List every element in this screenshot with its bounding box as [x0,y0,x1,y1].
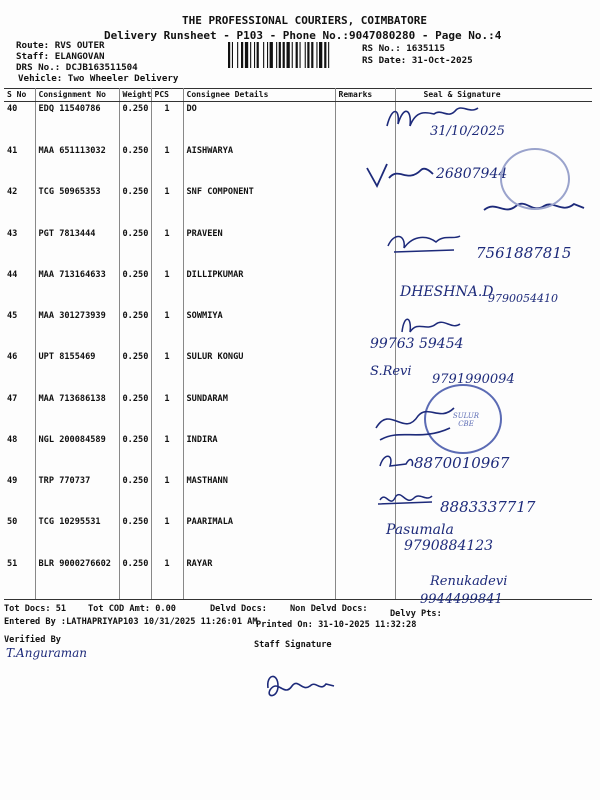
row-consignee: SUNDARAM [183,392,335,433]
row-consignment-no: MAA 301273939 [35,309,119,350]
signature-row-43 [384,228,464,258]
vehicle-label: Vehicle: Two Wheeler Delivery [18,73,179,84]
row-weight: 0.250 [119,515,151,556]
row-weight: 0.250 [119,102,151,145]
row-weight: 0.250 [119,433,151,474]
row-pcs: 1 [151,557,183,600]
col-pcs: PCS [151,89,183,102]
col-weight: Weight [119,89,151,102]
company-title: THE PROFESSIONAL COURIERS, COIMBATORE [182,14,428,27]
drs-number: DRS No.: DCJB163511504 [16,62,138,73]
row-remarks [335,268,395,309]
row-pcs: 1 [151,433,183,474]
row-pcs: 1 [151,474,183,515]
handwriting-row-48: 8870010967 [414,454,510,472]
row-pcs: 1 [151,268,183,309]
col-consignment: Consignment No [35,89,119,102]
row-sno: 49 [4,474,35,515]
row-sno: 48 [4,433,35,474]
row-consignee: SNF COMPONENT [183,185,335,226]
handwriting-row-51-name: Renukadevi [430,574,508,589]
row-weight: 0.250 [119,350,151,391]
row-weight: 0.250 [119,185,151,226]
row-sno: 50 [4,515,35,556]
staff-label: Staff: ELANGOVAN [16,51,105,62]
row-remarks [335,185,395,226]
rs-number: RS No.: 1635115 [362,43,445,54]
row-weight: 0.250 [119,392,151,433]
row-pcs: 1 [151,144,183,185]
row-sno: 46 [4,350,35,391]
row-weight: 0.250 [119,227,151,268]
table-header-row [4,89,592,102]
handwriting-row-46-phone: 9791990094 [432,372,515,387]
row-consignee: MASTHANN [183,474,335,515]
handwriting-row-46-name: S.Revi [370,364,412,379]
row-consignee: PAARIMALA [183,515,335,556]
row-consignee: AISHWARYA [183,144,335,185]
row-consignee: DO [183,102,335,145]
row-pcs: 1 [151,515,183,556]
stamp-text: SULUR CBE [452,412,480,428]
row-consignee: SULUR KONGU [183,350,335,391]
handwriting-row-51-phone: 9944499841 [420,592,503,607]
signature-row-49 [376,486,436,514]
handwriting-row-41: 26807944 [436,166,508,182]
col-remarks: Remarks [335,89,395,102]
row-weight: 0.250 [119,474,151,515]
row-remarks [335,557,395,600]
delivery-points: Delvy Pts: [390,609,442,619]
signature-row-48 [376,448,416,472]
route-label: Route: RVS OUTER [16,40,105,51]
row-consignment-no: TCG 10295531 [35,515,119,556]
delivered-docs: Delvd Docs: [210,604,267,614]
staff-signature-label: Staff Signature [254,640,332,650]
row-sno: 47 [4,392,35,433]
row-weight: 0.250 [119,268,151,309]
table-row [4,515,592,556]
signature-row-41 [365,160,435,190]
row-weight: 0.250 [119,557,151,600]
handwriting-row-50-phone: 9790884123 [404,538,494,554]
row-sno: 45 [4,309,35,350]
row-consignment-no: TCG 50965353 [35,185,119,226]
total-cod-amount: Tot COD Amt: 0.00 [88,604,176,614]
row-consignment-no: NGL 200084589 [35,433,119,474]
row-pcs: 1 [151,102,183,145]
table-row [4,309,592,350]
row-weight: 0.250 [119,309,151,350]
runsheet-subtitle: Delivery Runsheet - P103 - Phone No.:9047080280 - Page No.:4 [104,29,502,42]
row-consignment-no: MAA 713164633 [35,268,119,309]
row-consignment-no: MAA 651113032 [35,144,119,185]
row-sno: 41 [4,144,35,185]
row-consignee: INDIRA [183,433,335,474]
row-weight: 0.250 [119,144,151,185]
row-consignee: PRAVEEN [183,227,335,268]
row-consignment-no: EDQ 11540786 [35,102,119,145]
signature-row-47 [370,398,460,448]
row-sno: 40 [4,102,35,145]
row-consignment-no: BLR 9000276602 [35,557,119,600]
row-consignment-no: UPT 8155469 [35,350,119,391]
handwriting-row-40: 31/10/2025 [430,124,505,139]
row-pcs: 1 [151,185,183,226]
company-seal-stamp-top [500,148,570,210]
row-pcs: 1 [151,350,183,391]
row-sno: 44 [4,268,35,309]
verified-by-signature: T.Anguraman [6,646,88,660]
printed-on: Printed On: 31-10-2025 11:32:28 [256,620,417,630]
row-pcs: 1 [151,392,183,433]
col-sno: S No [4,89,35,102]
row-consignee: RAYAR [183,557,335,600]
non-delivered-docs: Non Delvd Docs: [290,604,368,614]
handwriting-row-49: 8883337717 [440,498,536,516]
handwriting-row-44-name: DHESHNA.D [400,284,494,300]
row-pcs: 1 [151,227,183,268]
row-consignment-no: TRP 770737 [35,474,119,515]
col-consignee: Consignee Details [183,89,335,102]
handwriting-row-44-phone: 9790054410 [488,292,558,305]
row-sno: 42 [4,185,35,226]
handwriting-row-45: 99763 59454 [370,336,464,352]
rs-date: RS Date: 31-Oct-2025 [362,55,473,66]
col-signature: Seal & Signature [395,89,592,102]
total-docs: Tot Docs: 51 [4,604,67,614]
verified-by-label: Verified By [4,635,61,645]
row-sno: 43 [4,227,35,268]
handwriting-row-50-name: Pasumala [386,522,454,538]
row-consignment-no: MAA 713686138 [35,392,119,433]
staff-signature-image [262,668,342,708]
row-consignee: SOWMIYA [183,309,335,350]
entered-by: Entered By :LATHAPRIYAP103 10/31/2025 11:26:01 AM [4,617,258,627]
table-row [4,392,592,433]
row-consignment-no: PGT 7813444 [35,227,119,268]
row-pcs: 1 [151,309,183,350]
row-sno: 51 [4,557,35,600]
barcode-image [228,42,358,68]
handwriting-row-43: 7561887815 [476,244,572,262]
row-consignee: DILLIPKUMAR [183,268,335,309]
